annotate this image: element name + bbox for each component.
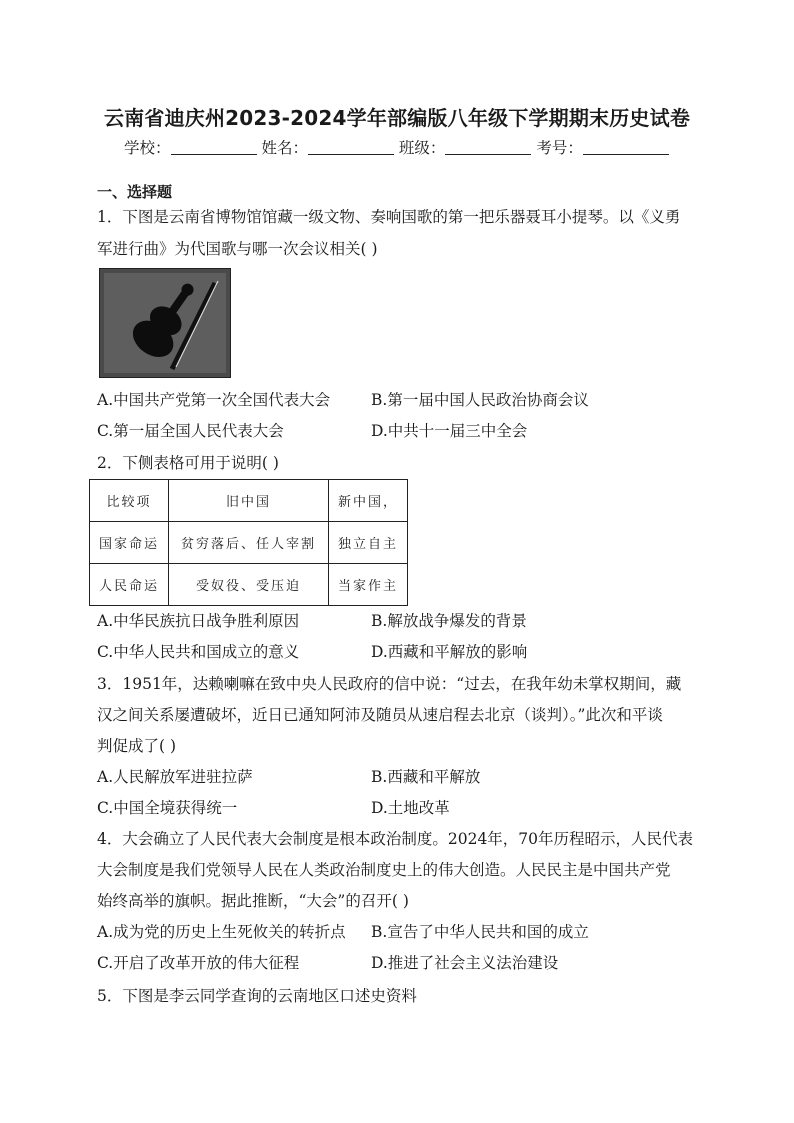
school-label: 学校： bbox=[124, 139, 171, 157]
q2-option-d[interactable]: D.西藏和平解放的影响 bbox=[371, 643, 528, 661]
q1-option-a[interactable]: A.中国共产党第一次全国代表大会 bbox=[97, 391, 331, 409]
table-cell: 国家命运 bbox=[90, 522, 169, 564]
table-row bbox=[90, 480, 408, 522]
class-label: 班级： bbox=[398, 139, 446, 157]
q1-option-b[interactable]: B.第一届中国人民政治协商会议 bbox=[371, 391, 589, 409]
q4-option-d[interactable]: D.推进了社会主义法治建设 bbox=[371, 954, 559, 972]
q3-stem-line-2: 汉之间关系屡遭破坏，近日已通知阿沛及随员从速启程去北京（谈判）。”此次和平谈 bbox=[97, 706, 663, 724]
class-blank[interactable] bbox=[445, 140, 531, 155]
q2-option-b[interactable]: B.解放战争爆发的背景 bbox=[371, 612, 527, 630]
q4-stem-line-1: 4．大会确立了人民代表大会制度是根本政治制度。2024年，70年历程昭示，人民代表 bbox=[97, 830, 694, 848]
q1-stem-line-2: 军进行曲》为代国歌与哪一次会议相关( ) bbox=[97, 240, 378, 258]
q1-option-d[interactable]: D.中共十一届三中全会 bbox=[371, 422, 528, 440]
exam-title: 云南省迪庆州2023-2024学年部编版八年级下学期期末历史试卷 bbox=[103, 106, 691, 130]
table-cell: 旧中国 bbox=[169, 480, 329, 522]
q3-option-d[interactable]: D.土地改革 bbox=[371, 799, 450, 817]
table-cell: 新中国， bbox=[329, 480, 408, 522]
table-cell: 人民命运 bbox=[90, 564, 169, 606]
school-blank[interactable] bbox=[171, 140, 257, 155]
q1-option-c[interactable]: C.第一届全国人民代表大会 bbox=[97, 422, 284, 440]
name-blank[interactable] bbox=[308, 140, 394, 155]
q3-stem-line-3: 判促成了( ) bbox=[97, 737, 177, 755]
q3-option-b[interactable]: B.西藏和平解放 bbox=[371, 768, 481, 786]
q4-stem-line-2: 大会制度是我们党领导人民在人类政治制度史上的伟大创造。人民民主是中国共产党 bbox=[97, 861, 671, 879]
name-label: 姓名： bbox=[261, 139, 308, 157]
section-heading: 一、选择题 bbox=[97, 183, 173, 201]
q2-stem-line-1: 2．下侧表格可用于说明( ) bbox=[97, 454, 279, 472]
q4-option-a[interactable]: A.成为党的历史上生死攸关的转折点 bbox=[97, 923, 346, 941]
q1-stem-line-1: 1．下图是云南省博物馆馆藏一级文物、奏响国歌的第一把乐器聂耳小提琴。以《义勇 bbox=[97, 208, 681, 226]
table-row bbox=[90, 564, 408, 606]
q4-option-c[interactable]: C.开启了改革开放的伟大征程 bbox=[97, 954, 300, 972]
q3-stem-line-1: 3．1951年，达赖喇嘛在致中央人民政府的信中说：“过去，在我年幼未掌权期间，藏 bbox=[97, 675, 682, 693]
q4-option-b[interactable]: B.宣告了中华人民共和国的成立 bbox=[371, 923, 589, 941]
table-cell: 贫穷落后、任人宰割 bbox=[169, 522, 329, 564]
q3-option-c[interactable]: C.中国全境获得统一 bbox=[97, 799, 238, 817]
table-cell: 独立自主 bbox=[329, 522, 408, 564]
table-cell: 比较项 bbox=[90, 480, 169, 522]
q4-stem-line-3: 始终高举的旗帜。据此推断，“大会”的召开( ) bbox=[97, 892, 409, 910]
comparison-table bbox=[89, 479, 408, 606]
number-label: 考号： bbox=[536, 139, 583, 157]
table-cell: 当家作主 bbox=[329, 564, 408, 606]
q3-option-a[interactable]: A.人民解放军进驻拉萨 bbox=[97, 768, 253, 786]
q2-option-c[interactable]: C.中华人民共和国成立的意义 bbox=[97, 643, 300, 661]
number-blank[interactable] bbox=[583, 140, 669, 155]
q2-option-a[interactable]: A.中华民族抗日战争胜利原因 bbox=[97, 612, 300, 630]
violin-photo bbox=[99, 268, 231, 378]
q5-stem-line-1: 5．下图是李云同学查询的云南地区口述史资料 bbox=[97, 987, 417, 1005]
table-cell: 受奴役、受压迫 bbox=[169, 564, 329, 606]
violin-icon bbox=[100, 269, 230, 377]
student-info-line bbox=[124, 136, 684, 158]
table-row bbox=[90, 522, 408, 564]
